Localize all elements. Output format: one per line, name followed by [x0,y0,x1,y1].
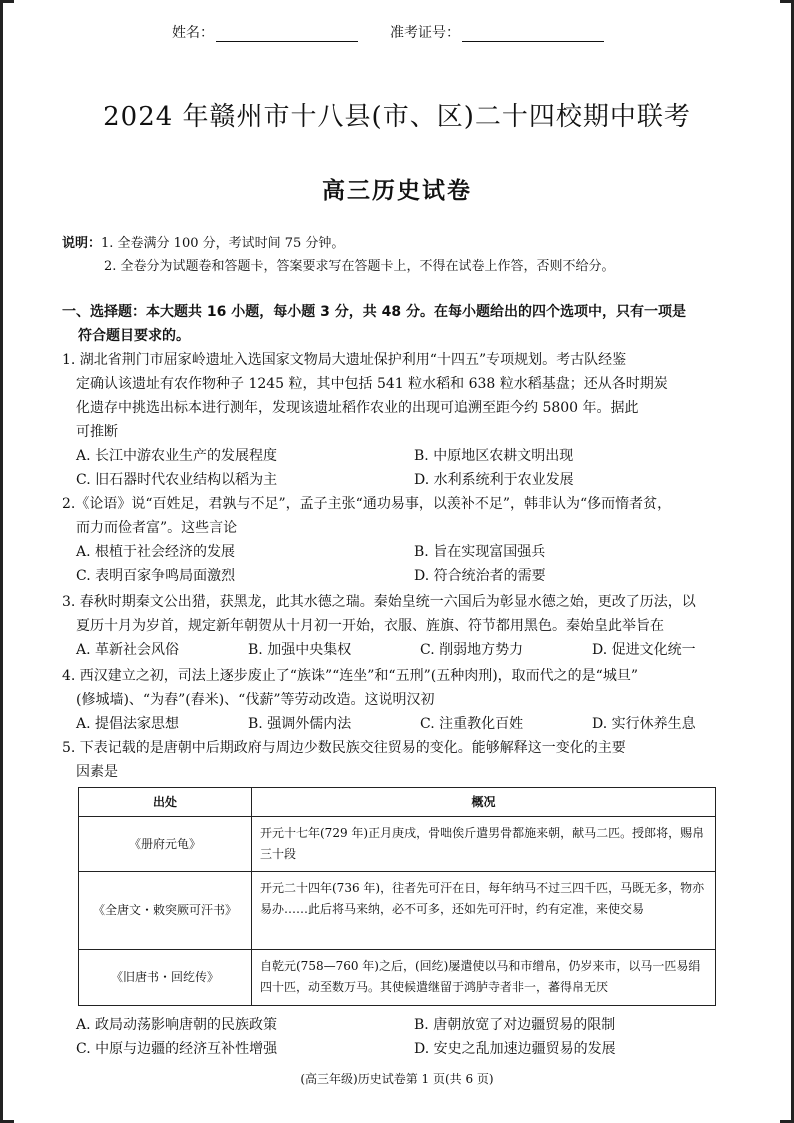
table-header-cell: 出处 [79,788,252,817]
exam-title: 2024 年赣州市十八县(市、区)二十四校期中联考 [103,102,691,132]
answer-options [62,1013,722,1061]
option-d: D. 水利系统利于农业发展 [414,472,574,488]
exam-id-label: 准考证号： [390,25,460,41]
answer-options [62,540,722,588]
question-stem-line: 因素是 [76,764,118,780]
option-d: D. 促进文化统一 [592,642,696,658]
option-b: B. 旨在实现富国强兵 [414,544,546,560]
table-header-row [79,788,716,817]
option-c: C. 中原与边疆的经济互补性增强 [76,1041,278,1057]
option-c: C. 表明百家争鸣局面激烈 [76,568,236,584]
option-a: A. 根植于社会经济的发展 [76,544,236,560]
option-a: A. 提倡法家思想 [76,716,180,732]
table-header-cell: 概况 [252,788,716,817]
table-cell-source: 《全唐文・敕突厥可汗书》 [79,872,252,950]
exam-subtitle: 高三历史试卷 [322,178,472,204]
page-footer: (高三年级)历史试卷第 1 页(共 6 页) [300,1072,494,1086]
question-stem-line: 1. 湖北省荆门市屈家岭遗址入选国家文物局大遗址保护利用“十四五”专项规划。考古队经鉴 [62,352,627,368]
option-c: C. 旧石器时代农业结构以稻为主 [76,472,278,488]
question-stem-line: 定确认该遗址有农作物种子 1245 粒，其中包括 541 粒水稻和 638 粒水稻基盘；还从各时期炭 [76,376,668,392]
option-b: B. 强调外儒内法 [248,716,352,732]
option-a: A. 长江中游农业生产的发展程度 [76,448,278,464]
option-d: D. 安史之乱加速边疆贸易的发展 [414,1041,616,1057]
instructions [62,232,615,278]
option-a: A. 政局动荡影响唐朝的民族政策 [76,1017,278,1033]
table-row [79,817,716,872]
question-stem-line: 化遗存中挑选出标本进行测年，发现该遗址稻作农业的出现可追溯至距今约 5800 年。据此 [76,400,639,416]
scan-corner-mark [0,0,3,1123]
question-stem-line: 而力而俭者富”。这些言论 [76,520,238,536]
option-c: C. 削弱地方势力 [420,642,524,658]
option-c: C. 注重教化百姓 [420,716,524,732]
question-stem-line: 4. 西汉建立之初，司法上逐步废止了“族诛”“连坐”和“五刑”(五种肉刑)，取而代之的是“城旦” [62,668,638,684]
table-cell-text: 自乾元(758—760 年)之后，(回纥)屡遣使以马和市缯帛，仍岁来市，以马一匹易绢四十匹，动至数万马。其使候遣继留于鸿胪寺者非一，蕃得帛无厌 [252,950,716,1006]
option-d: D. 实行休养生息 [592,716,696,732]
candidate-info-line [0,22,794,44]
question-5-options [62,1013,722,1061]
question-stem-line: 夏历十月为岁首，规定新年朝贺从十月初一开始，衣服、旌旗、符节都用黑色。秦始皇此举旨在 [76,618,664,634]
option-d: D. 符合统治者的需要 [414,568,546,584]
answer-options [62,712,722,736]
table-cell-source: 《册府元龟》 [79,817,252,872]
table-row [79,872,716,950]
question-stem-line: 2.《论语》说“百姓足，君孰与不足”，孟子主张“通功易事，以羡补不足”，韩非认为“侈而惰者贫， [62,496,672,512]
option-a: A. 革新社会风俗 [76,642,180,658]
question-3 [62,590,722,662]
table-cell-text: 开元二十四年(736 年)，往者先可汗在日，每年纳马不过三四千匹，马既无多，物亦易办……此后将马来纳，必不可多，还如先可汗时，约有定准，来使交易 [252,872,716,950]
question-stem-line: 可推断 [76,424,118,440]
section-heading-line: 一、选择题：本大题共 16 小题，每小题 3 分，共 48 分。在每小题给出的四个选项中，只有一项是 [62,304,686,320]
option-b: B. 中原地区农耕文明出现 [414,448,574,464]
option-b: B. 唐朝放宽了对边疆贸易的限制 [414,1017,616,1033]
option-b: B. 加强中央集权 [248,642,352,658]
source-table [78,787,716,1006]
question-5 [62,736,722,784]
answer-options [62,444,722,492]
name-blank [216,27,358,42]
question-stem-line: 3. 春秋时期秦文公出猎，获黑龙，此其水德之瑞。秦始皇统一六国后为彰显水德之始，更改了历法，以 [62,594,696,610]
exam-id-blank [462,27,604,42]
exam-id-field [390,22,604,42]
name-field [172,22,358,42]
instruction-line: 1. 全卷满分 100 分，考试时间 75 分钟。 [101,236,345,251]
section-heading-line: 符合题目要求的。 [78,328,190,344]
name-label: 姓名： [172,25,214,41]
question-1 [62,348,722,492]
question-stem-line: 5. 下表记载的是唐朝中后期政府与周边少数民族交往贸易的变化。能够解释这一变化的主要 [62,740,626,756]
instruction-line: 2. 全卷分为试题卷和答题卡，答案要求写在答题卡上，不得在试卷上作答，否则不给分。 [104,259,615,274]
table-cell-text: 开元十七年(729 年)正月庚戌，骨咄俟斤遣男骨都施来朝，献马二匹。授郎将，赐帛三十段 [252,817,716,872]
question-stem-line: (修城墙)、“为舂”(舂米)、“伐薪”等劳动改造。这说明汉初 [76,692,435,708]
instructions-label: 说明： [62,236,102,251]
table-row [79,950,716,1006]
scan-corner-mark [0,0,14,3]
answer-options [62,638,722,662]
section-heading [62,300,722,348]
question-2 [62,492,722,588]
table-cell-source: 《旧唐书・回纥传》 [79,950,252,1006]
question-4 [62,664,722,736]
